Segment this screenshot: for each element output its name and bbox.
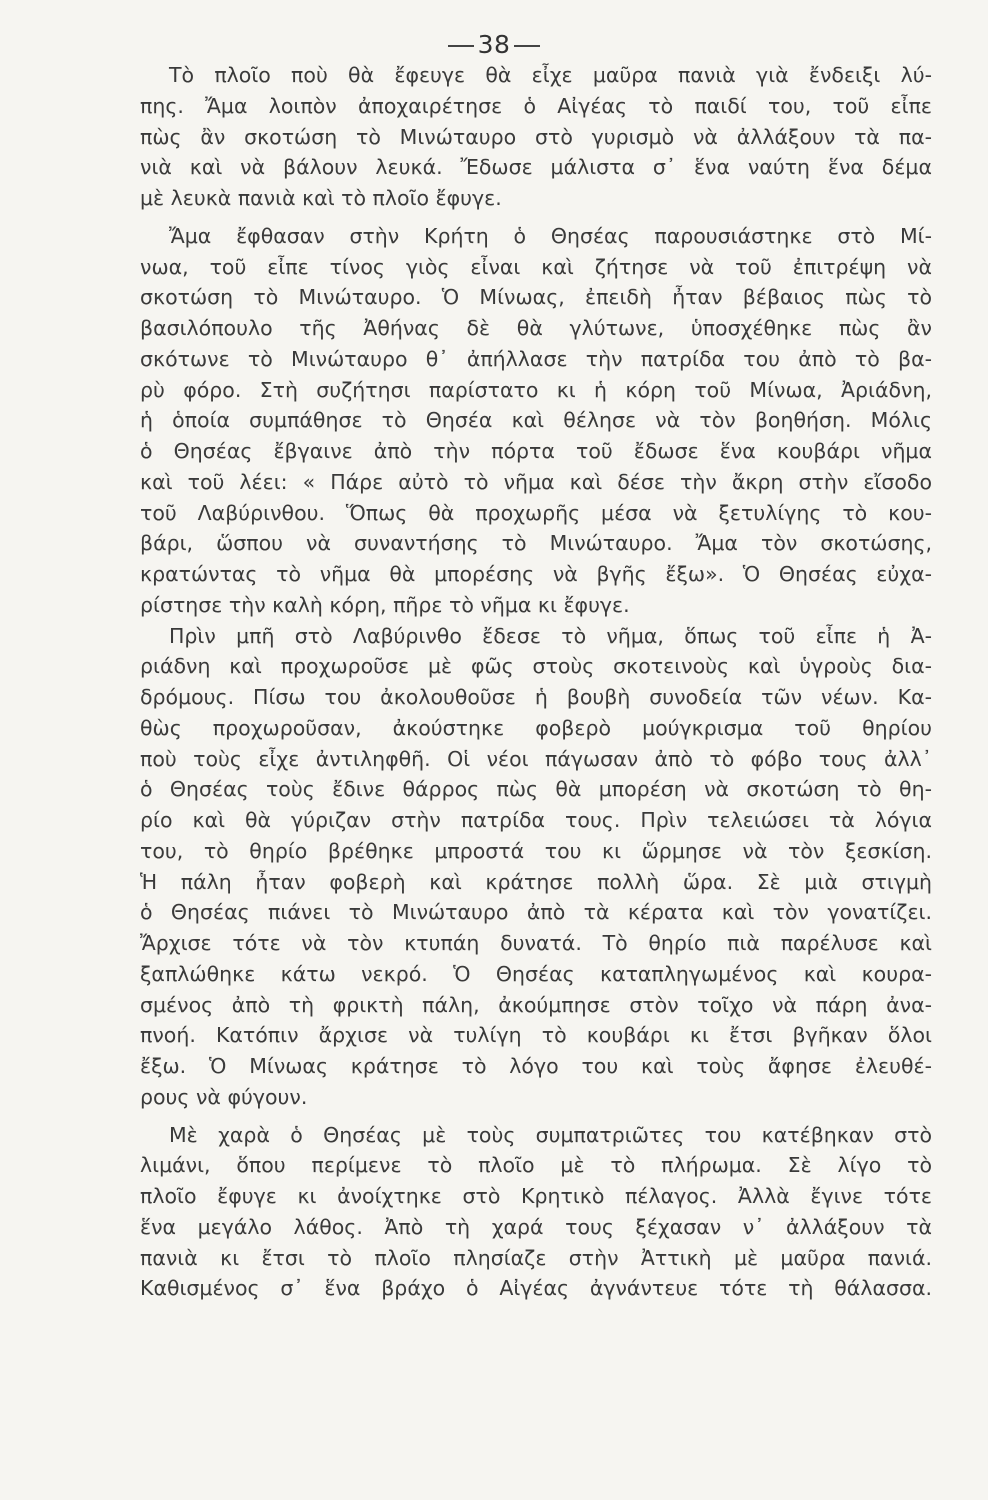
text-line: Πρὶν μπῆ στὸ Λαβύρινθο ἔδεσε τὸ νῆμα, ὅπως τοῦ εἶπε ἡ Ἀ- — [169, 623, 932, 648]
paragraph-4 — [140, 1120, 932, 1305]
text-line: Ἄρχισε τότε νὰ τὸν κτυπάη δυνατά. Τὸ θηρίο πιὰ παρέλυσε καὶ — [140, 931, 932, 955]
text-line: Τὸ πλοῖο ποὺ θὰ ἔφευγε θὰ εἶχε μαῦρα πανιὰ γιὰ ἔνδειξι λύ- — [169, 63, 932, 87]
text-line: ἔξω. Ὁ Μίνωας κράτησε τὸ λόγο του καὶ τοὺς ἄφησε ἐλευθέ- — [140, 1054, 932, 1078]
text-line: μὲ λευκὰ πανιὰ καὶ τὸ πλοῖο ἔφυγε. — [140, 186, 502, 210]
text-line: σμένος ἀπὸ τὴ φρικτὴ πάλη, ἀκούμπησε στὸν τοῖχο νὰ πάρη ἀνα- — [140, 992, 932, 1017]
text-line: ρὺ φόρο. Στὴ συζήτησι παρίστατο κι ἡ κόρη τοῦ Μίνωα, Ἀριάδνη, — [140, 377, 932, 402]
text-line: καὶ τοῦ λέει: « Πάρε αὐτὸ τὸ νῆμα καὶ δέσε τὴν ἄκρη στὴν εἴσοδο — [140, 469, 932, 494]
text-line: βάρι, ὥσπου νὰ συναντήσης τὸ Μινώταυρο. Ἄμα τὸν σκοτώσης, — [140, 531, 932, 556]
text-line: βασιλόπουλο τῆς Ἀθήνας δὲ θὰ γλύτωνε, ὑποσχέθηκε πὼς ἂν — [140, 316, 932, 340]
text-line: τοῦ Λαβύρινθου. Ὅπως θὰ προχωρῆς μέσα νὰ ξετυλίγης τὸ κου- — [140, 500, 932, 525]
text-line: θὼς προχωροῦσαν, ἀκούστηκε φοβερὸ μούγκρισμα τοῦ θηρίου — [140, 715, 932, 740]
text-line: ρίστησε τὴν καλὴ κόρη, πῆρε τὸ νῆμα κι ἔφυγε. — [140, 592, 630, 617]
paragraph-1 — [140, 60, 932, 214]
text-line: ριάδνη καὶ προχωροῦσε μὲ φῶς στοὺς σκοτεινοὺς καὶ ὑγροὺς δια- — [140, 654, 932, 679]
text-line: σκότωνε τὸ Μινώταυρο θ᾽ ἀπήλλασε τὴν πατρίδα του ἀπὸ τὸ βα- — [140, 346, 932, 371]
text-line: Καθισμένος σ᾽ ἕνα βράχο ὁ Αἰγέας ἀγνάντευε τότε τὴ θάλασσα. — [140, 1276, 932, 1301]
text-line: Μὲ χαρὰ ὁ Θησέας μὲ τοὺς συμπατριῶτες του κατέβηκαν στὸ — [169, 1122, 932, 1147]
text-line: Ἄμα ἔφθασαν στὴν Κρήτη ὁ Θησέας παρουσιάστηκε στὸ Μί- — [169, 223, 932, 248]
text-line: κρατώντας τὸ νῆμα θὰ μπορέσης νὰ βγῆς ἔξω». Ὁ Θησέας εὐχα- — [140, 562, 932, 586]
text-line: ὁ Θησέας τοὺς ἔδινε θάρρος πὼς θὰ μπορέση νὰ σκοτώση τὸ θη- — [140, 777, 932, 802]
page-number-right-dash — [514, 45, 540, 47]
text-line: νωα, τοῦ εἶπε τίνος γιὸς εἶναι καὶ ζήτησε νὰ τοῦ ἐπιτρέψη νὰ — [140, 254, 932, 279]
text-line: του, τὸ θηρίο βρέθηκε μπροστά του κι ὥρμησε νὰ τὸν ξεσκίση. — [140, 838, 932, 863]
text-line: ἡ ὁποία συμπάθησε τὸ Θησέα καὶ θέλησε νὰ τὸν βοηθήση. Μόλις — [140, 408, 932, 433]
text-line: ὁ Θησέας πιάνει τὸ Μινώταυρο ἀπὸ τὰ κέρατα καὶ τὸν γονατίζει. — [140, 900, 932, 925]
text-line: πὼς ἂν σκοτώση τὸ Μινώταυρο στὸ γυρισμὸ νὰ ἀλλάξουν τὰ πα- — [140, 124, 932, 149]
text-line: πης. Ἄμα λοιπὸν ἀποχαιρέτησε ὁ Αἰγέας τὸ παιδί του, τοῦ εἶπε — [140, 93, 932, 118]
text-line: δρόμους. Πίσω του ἀκολουθοῦσε ἡ βουβὴ συνοδεία τῶν νέων. Κα- — [140, 685, 932, 709]
text-line: Ἡ πάλη ἦταν φοβερὴ καὶ κράτησε πολλὴ ὥρα. Σὲ μιὰ στιγμὴ — [140, 869, 932, 894]
text-line: ἕνα μεγάλο λάθος. Ἀπὸ τὴ χαρά τους ξέχασαν ν᾽ ἀλλάξουν τὰ — [140, 1214, 932, 1239]
paragraph-2 — [140, 221, 932, 621]
text-line: νιὰ καὶ νὰ βάλουν λευκά. Ἔδωσε μάλιστα σ᾽ ἕνα ναύτη ἕνα δέμα — [140, 155, 932, 180]
text-line: ρους νὰ φύγουν. — [140, 1084, 308, 1109]
text-line: ρίο καὶ θὰ γύριζαν στὴν πατρίδα τους. Πρὶν τελειώσει τὰ λόγια — [140, 808, 932, 832]
text-line: ὁ Θησέας ἔβγαινε ἀπὸ τὴν πόρτα τοῦ ἔδωσε ἕνα κουβάρι νῆμα — [140, 439, 932, 463]
text-line: λιμάνι, ὅπου περίμενε τὸ πλοῖο μὲ τὸ πλήρωμα. Σὲ λίγο τὸ — [140, 1153, 932, 1178]
page-number-left-dash — [448, 45, 474, 47]
text-line: ξαπλώθηκε κάτω νεκρό. Ὁ Θησέας καταπληγωμένος καὶ κουρα- — [140, 961, 932, 986]
text-line: πανιὰ κι ἔτσι τὸ πλοῖο πλησίαζε στὴν Ἀττικὴ μὲ μαῦρα πανιά. — [140, 1245, 932, 1270]
text-line: ποὺ τοὺς εἶχε ἀντιληφθῆ. Οἱ νέοι πάγωσαν ἀπὸ τὸ φόβο τους ἀλλ᾽ — [140, 746, 932, 771]
text-line: πνοή. Κατόπιν ἄρχισε νὰ τυλίγη τὸ κουβάρι κι ἔτσι βγῆκαν ὅλοι — [140, 1023, 932, 1048]
text-line: πλοῖο ἔφυγε κι ἀνοίχτηκε στὸ Κρητικὸ πέλαγος. Ἀλλὰ ἔγινε τότε — [140, 1184, 932, 1208]
paragraph-3 — [140, 621, 932, 1113]
text-line: σκοτώση τὸ Μινώταυρο. Ὁ Μίνωας, ἐπειδὴ ἦταν βέβαιος πὼς τὸ — [140, 285, 932, 310]
page-text — [140, 60, 932, 1304]
page-number — [0, 30, 988, 59]
page-number-value: 38 — [477, 30, 511, 59]
